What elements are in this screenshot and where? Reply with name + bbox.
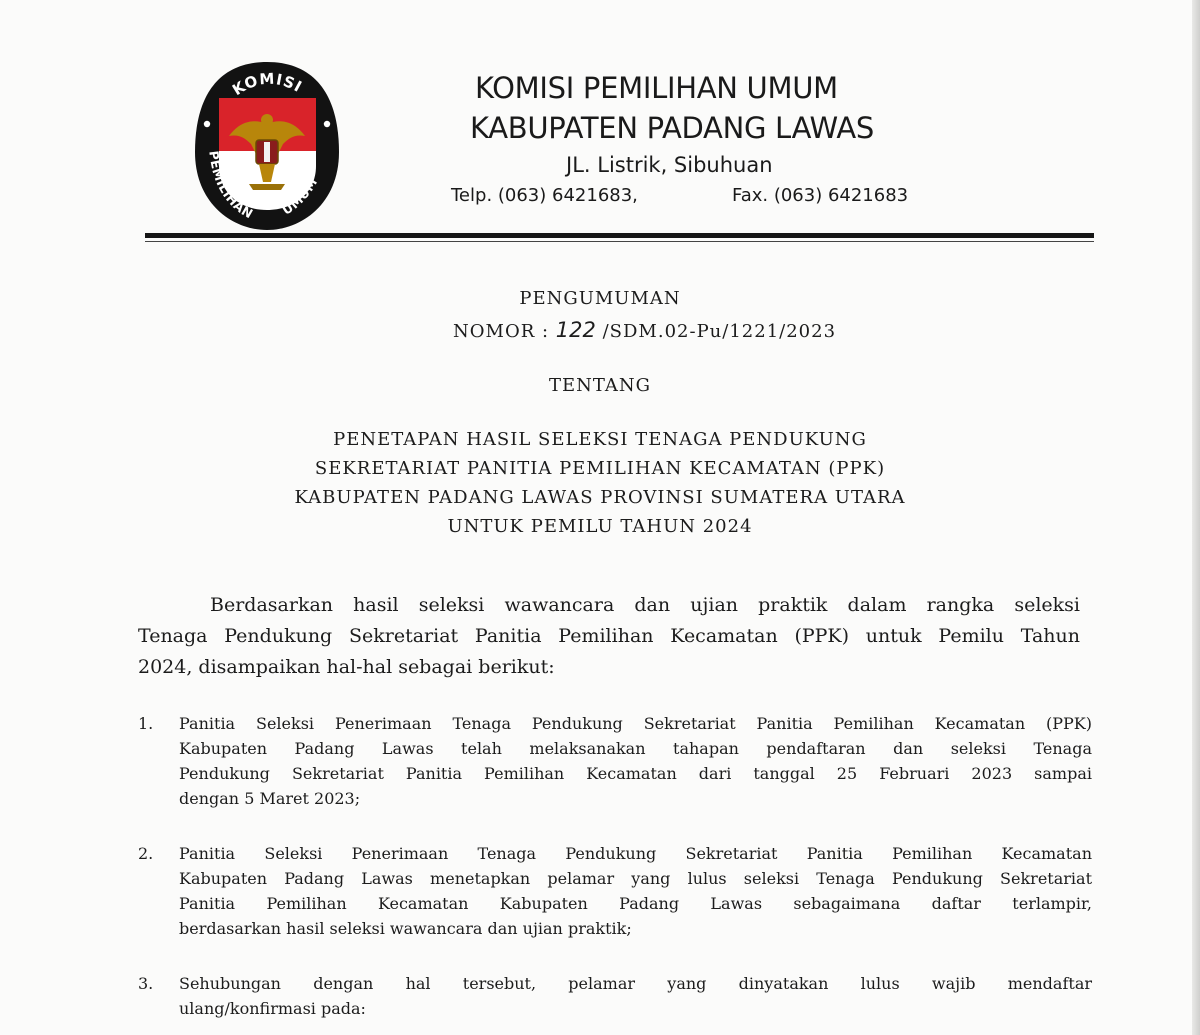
logo-text-top: KOMISI [229, 69, 306, 100]
logo-text-left: PEMILIHAN [206, 149, 256, 222]
subject-line: UNTUK PEMILU TAHUN 2024 [447, 516, 753, 537]
intro-line: Berdasarkan hasil seleksi wawancara dan ujian praktik dalam rangka seleksi [210, 594, 1080, 616]
item-number: 3. [138, 974, 154, 993]
handwritten-number: 122 [555, 318, 596, 342]
subject-line: PENETAPAN HASIL SELEKSI TENAGA PENDUKUNG [333, 429, 867, 450]
kpu-logo [193, 58, 341, 234]
letterhead-rule [145, 233, 1094, 238]
list-item [138, 971, 1092, 1021]
subject-line: SEKRETARIAT PANITIA PEMILIHAN KECAMATAN (PPK) [314, 458, 886, 479]
logo-text-bottom: UMUM [279, 174, 321, 218]
list-item [138, 841, 1092, 941]
document-number [453, 318, 836, 342]
office-address: JL. Listrik, Sibuhuan [566, 153, 773, 177]
item-line: Panitia Pemilihan Kecamatan Kabupaten Padang Lawas sebagaimana daftar terlampir, [179, 894, 1092, 913]
item-line: Kabupaten Padang Lawas telah melaksanakan tahapan pendaftaran dan seleksi Tenaga [179, 739, 1092, 758]
logo-dot-left [204, 121, 210, 127]
item-line: Sehubungan dengan hal tersebut, pelamar yang dinyatakan lulus wajib mendaftar [179, 974, 1092, 993]
fax-number: Fax. (063) 6421683 [732, 185, 909, 206]
intro-line: Tenaga Pendukung Sekretariat Panitia Pemilihan Kecamatan (PPK) untuk Pemilu Tahun [138, 625, 1080, 647]
item-line: ulang/konfirmasi pada: [179, 999, 366, 1018]
letterhead-rule-thin [145, 241, 1094, 242]
item-line: Panitia Seleksi Penerimaan Tenaga Pendukung Sekretariat Panitia Pemilihan Kecamatan [179, 844, 1092, 863]
item-line: berdasarkan hasil seleksi wawancara dan ujian praktik; [179, 919, 632, 938]
about-heading: TENTANG [548, 375, 652, 396]
phone-number: Telp. (063) 6421683, [451, 185, 638, 206]
number-suffix: /SDM.02-Pu/1221/2023 [602, 321, 837, 342]
item-line: Pendukung Sekretariat Panitia Pemilihan Kecamatan dari tanggal 25 Februari 2023 sampai [179, 764, 1092, 783]
item-line: dengan 5 Maret 2023; [179, 789, 361, 808]
item-number: 2. [138, 844, 154, 863]
number-label: NOMOR : [453, 321, 550, 342]
item-line: Panitia Seleksi Penerimaan Tenaga Pendukung Sekretariat Panitia Pemilihan Kecamatan (PPK) [179, 714, 1092, 733]
institution-name: KOMISI PEMILIHAN UMUM [475, 71, 838, 105]
item-number: 1. [138, 714, 154, 733]
list-item [138, 711, 1092, 811]
intro-line: 2024, disampaikan hal-hal sebagai berikut: [138, 656, 555, 678]
logo-dot-right [324, 121, 330, 127]
item-line: Kabupaten Padang Lawas menetapkan pelamar yang lulus seleksi Tenaga Pendukung Sekretariat [179, 869, 1092, 888]
announcement-heading: PENGUMUMAN [519, 288, 681, 309]
subject-line: KABUPATEN PADANG LAWAS PROVINSI SUMATERA UTARA [294, 487, 906, 508]
regency-name: KABUPATEN PADANG LAWAS [470, 111, 874, 145]
